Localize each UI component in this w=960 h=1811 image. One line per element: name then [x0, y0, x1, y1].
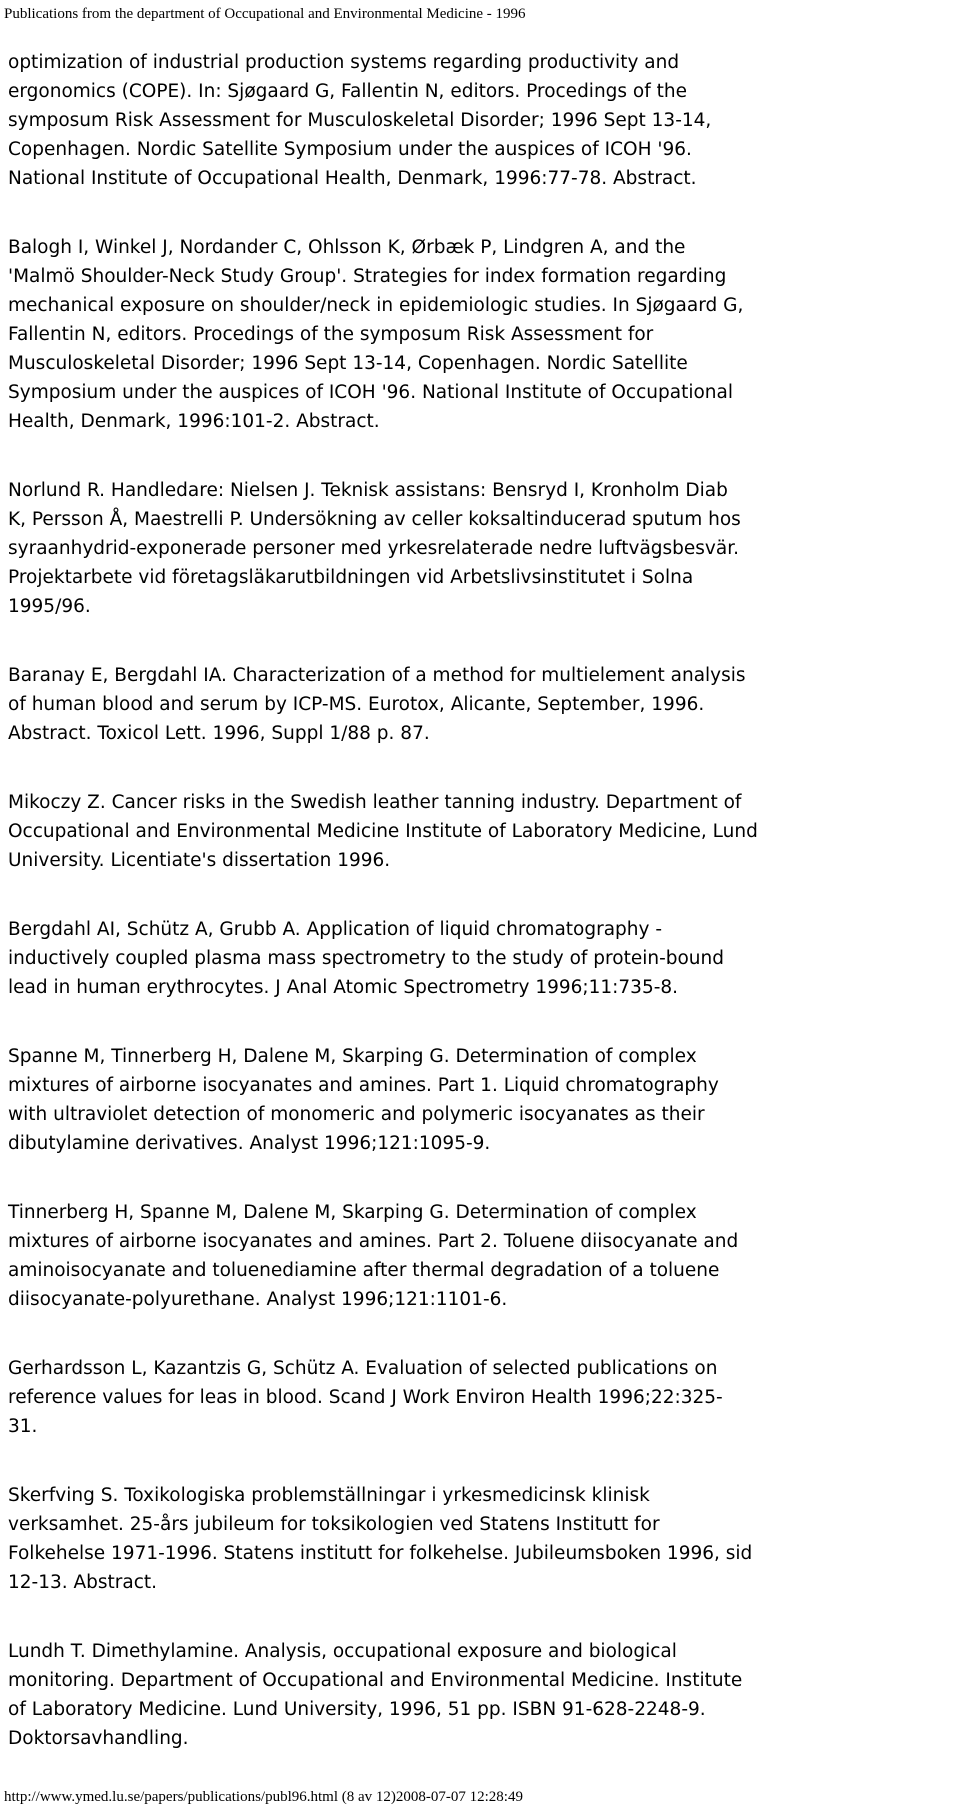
publication-entry — [8, 1481, 948, 1597]
publication-entry — [8, 1354, 948, 1441]
publication-entry-line: mixtures of airborne isocyanates and amines. Part 1. Liquid chromatography — [8, 1075, 719, 1096]
publication-entry-line: Doktorsavhandling. — [8, 1728, 189, 1749]
publication-entry-line: symposum Risk Assessment for Musculoskeletal Disorder; 1996 Sept 13-14, — [8, 110, 712, 131]
publication-entry-line: Baranay E, Bergdahl IA. Characterization of a method for multielement analysis — [8, 665, 746, 686]
publication-entry-line: Symposium under the auspices of ICOH '96. National Institute of Occupational — [8, 382, 733, 403]
publication-entry-line: K, Persson Å, Maestrelli P. Undersökning av celler koksaltinducerad sputum hos — [8, 509, 741, 530]
publication-entry-line: University. Licentiate's dissertation 1996. — [8, 850, 391, 871]
publication-entry-line: aminoisocyanate and toluenediamine after thermal degradation of a toluene — [8, 1260, 720, 1281]
publication-entry-line: mixtures of airborne isocyanates and amines. Part 2. Toluene diisocyanate and — [8, 1231, 739, 1252]
publication-entry-line: Lundh T. Dimethylamine. Analysis, occupational exposure and biological — [8, 1641, 677, 1662]
publication-entry-line: National Institute of Occupational Health, Denmark, 1996:77-78. Abstract. — [8, 168, 697, 189]
publication-entry-line: ergonomics (COPE). In: Sjøgaard G, Fallentin N, editors. Procedings of the — [8, 81, 688, 102]
publication-entry-line: Abstract. Toxicol Lett. 1996, Suppl 1/88 p. 87. — [8, 723, 430, 744]
publication-entry — [8, 915, 948, 1002]
publication-entry-line: 31. — [8, 1416, 38, 1437]
publication-entry-line: of Laboratory Medicine. Lund University, 1996, 51 pp. ISBN 91-628-2248-9. — [8, 1699, 706, 1720]
publication-entry-line: 12-13. Abstract. — [8, 1572, 158, 1593]
publication-entry-line: Copenhagen. Nordic Satellite Symposium under the auspices of ICOH '96. — [8, 139, 692, 160]
publication-list — [8, 48, 948, 1793]
publication-entry-line: Health, Denmark, 1996:101-2. Abstract. — [8, 411, 380, 432]
publication-entry-line: reference values for leas in blood. Scand J Work Environ Health 1996;22:325- — [8, 1387, 723, 1408]
publication-entry-line: Skerfving S. Toxikologiska problemställningar i yrkesmedicinsk klinisk — [8, 1485, 650, 1506]
publication-entry-line: monitoring. Department of Occupational and Environmental Medicine. Institute — [8, 1670, 743, 1691]
publication-entry-line: Musculoskeletal Disorder; 1996 Sept 13-14, Copenhagen. Nordic Satellite — [8, 353, 688, 374]
publication-entry-line: 'Malmö Shoulder-Neck Study Group'. Strategies for index formation regarding — [8, 266, 727, 287]
publication-entry — [8, 788, 948, 875]
publication-entry-line: Projektarbete vid företagsläkarutbildningen vid Arbetslivsinstitutet i Solna — [8, 567, 694, 588]
publication-entry-line: syraanhydrid-exponerade personer med yrkesrelaterade nedre luftvägsbesvär. — [8, 538, 739, 559]
page-footer — [0, 1786, 960, 1808]
publication-entry-line: Occupational and Environmental Medicine Institute of Laboratory Medicine, Lund — [8, 821, 758, 842]
publication-entry-line: diisocyanate-polyurethane. Analyst 1996;121:1101-6. — [8, 1289, 508, 1310]
publication-entry — [8, 1198, 948, 1314]
publication-entry-line: optimization of industrial production systems regarding productivity and — [8, 52, 680, 73]
publication-entry-line: with ultraviolet detection of monomeric and polymeric isocyanates as their — [8, 1104, 705, 1125]
page-footer-url: http://www.ymed.lu.se/papers/publications/publ96.html (8 av 12)2008-07-07 12:28:49 — [4, 1789, 523, 1805]
publication-entry-line: mechanical exposure on shoulder/neck in epidemiologic studies. In Sjøgaard G, — [8, 295, 744, 316]
publication-entry-line: of human blood and serum by ICP-MS. Eurotox, Alicante, September, 1996. — [8, 694, 705, 715]
publication-entry-line: Tinnerberg H, Spanne M, Dalene M, Skarping G. Determination of complex — [8, 1202, 697, 1223]
publication-entry — [8, 476, 948, 621]
publication-entry-line: verksamhet. 25-års jubileum for toksikologien ved Statens Institutt for — [8, 1514, 660, 1535]
publication-entry-line: Mikoczy Z. Cancer risks in the Swedish leather tanning industry. Department of — [8, 792, 742, 813]
publication-entry-line: Spanne M, Tinnerberg H, Dalene M, Skarping G. Determination of complex — [8, 1046, 697, 1067]
publication-entry-line: Norlund R. Handledare: Nielsen J. Teknisk assistans: Bensryd I, Kronholm Diab — [8, 480, 728, 501]
publication-entry-line: Gerhardsson L, Kazantzis G, Schütz A. Evaluation of selected publications on — [8, 1358, 718, 1379]
publication-entry — [8, 1042, 948, 1158]
publication-entry — [8, 233, 948, 436]
page-header — [0, 0, 960, 28]
publication-entry-line: inductively coupled plasma mass spectrometry to the study of protein-bound — [8, 948, 724, 969]
publication-entry-line: Folkehelse 1971-1996. Statens institutt for folkehelse. Jubileumsboken 1996, sid — [8, 1543, 753, 1564]
publication-entry-line: lead in human erythrocytes. J Anal Atomic Spectrometry 1996;11:735-8. — [8, 977, 679, 998]
publication-entry-line: 1995/96. — [8, 596, 91, 617]
page-header-title: Publications from the department of Occupational and Environmental Medicine - 1996 — [4, 6, 526, 22]
publication-entry-line: Bergdahl AI, Schütz A, Grubb A. Application of liquid chromatography - — [8, 919, 663, 940]
publication-entry — [8, 661, 948, 748]
publication-entry-line: Fallentin N, editors. Procedings of the symposum Risk Assessment for — [8, 324, 654, 345]
publication-entry — [8, 48, 948, 193]
publication-entry — [8, 1637, 948, 1753]
publication-entry-line: dibutylamine derivatives. Analyst 1996;121:1095-9. — [8, 1133, 491, 1154]
publication-entry-line: Balogh I, Winkel J, Nordander C, Ohlsson K, Ørbæk P, Lindgren A, and the — [8, 237, 686, 258]
